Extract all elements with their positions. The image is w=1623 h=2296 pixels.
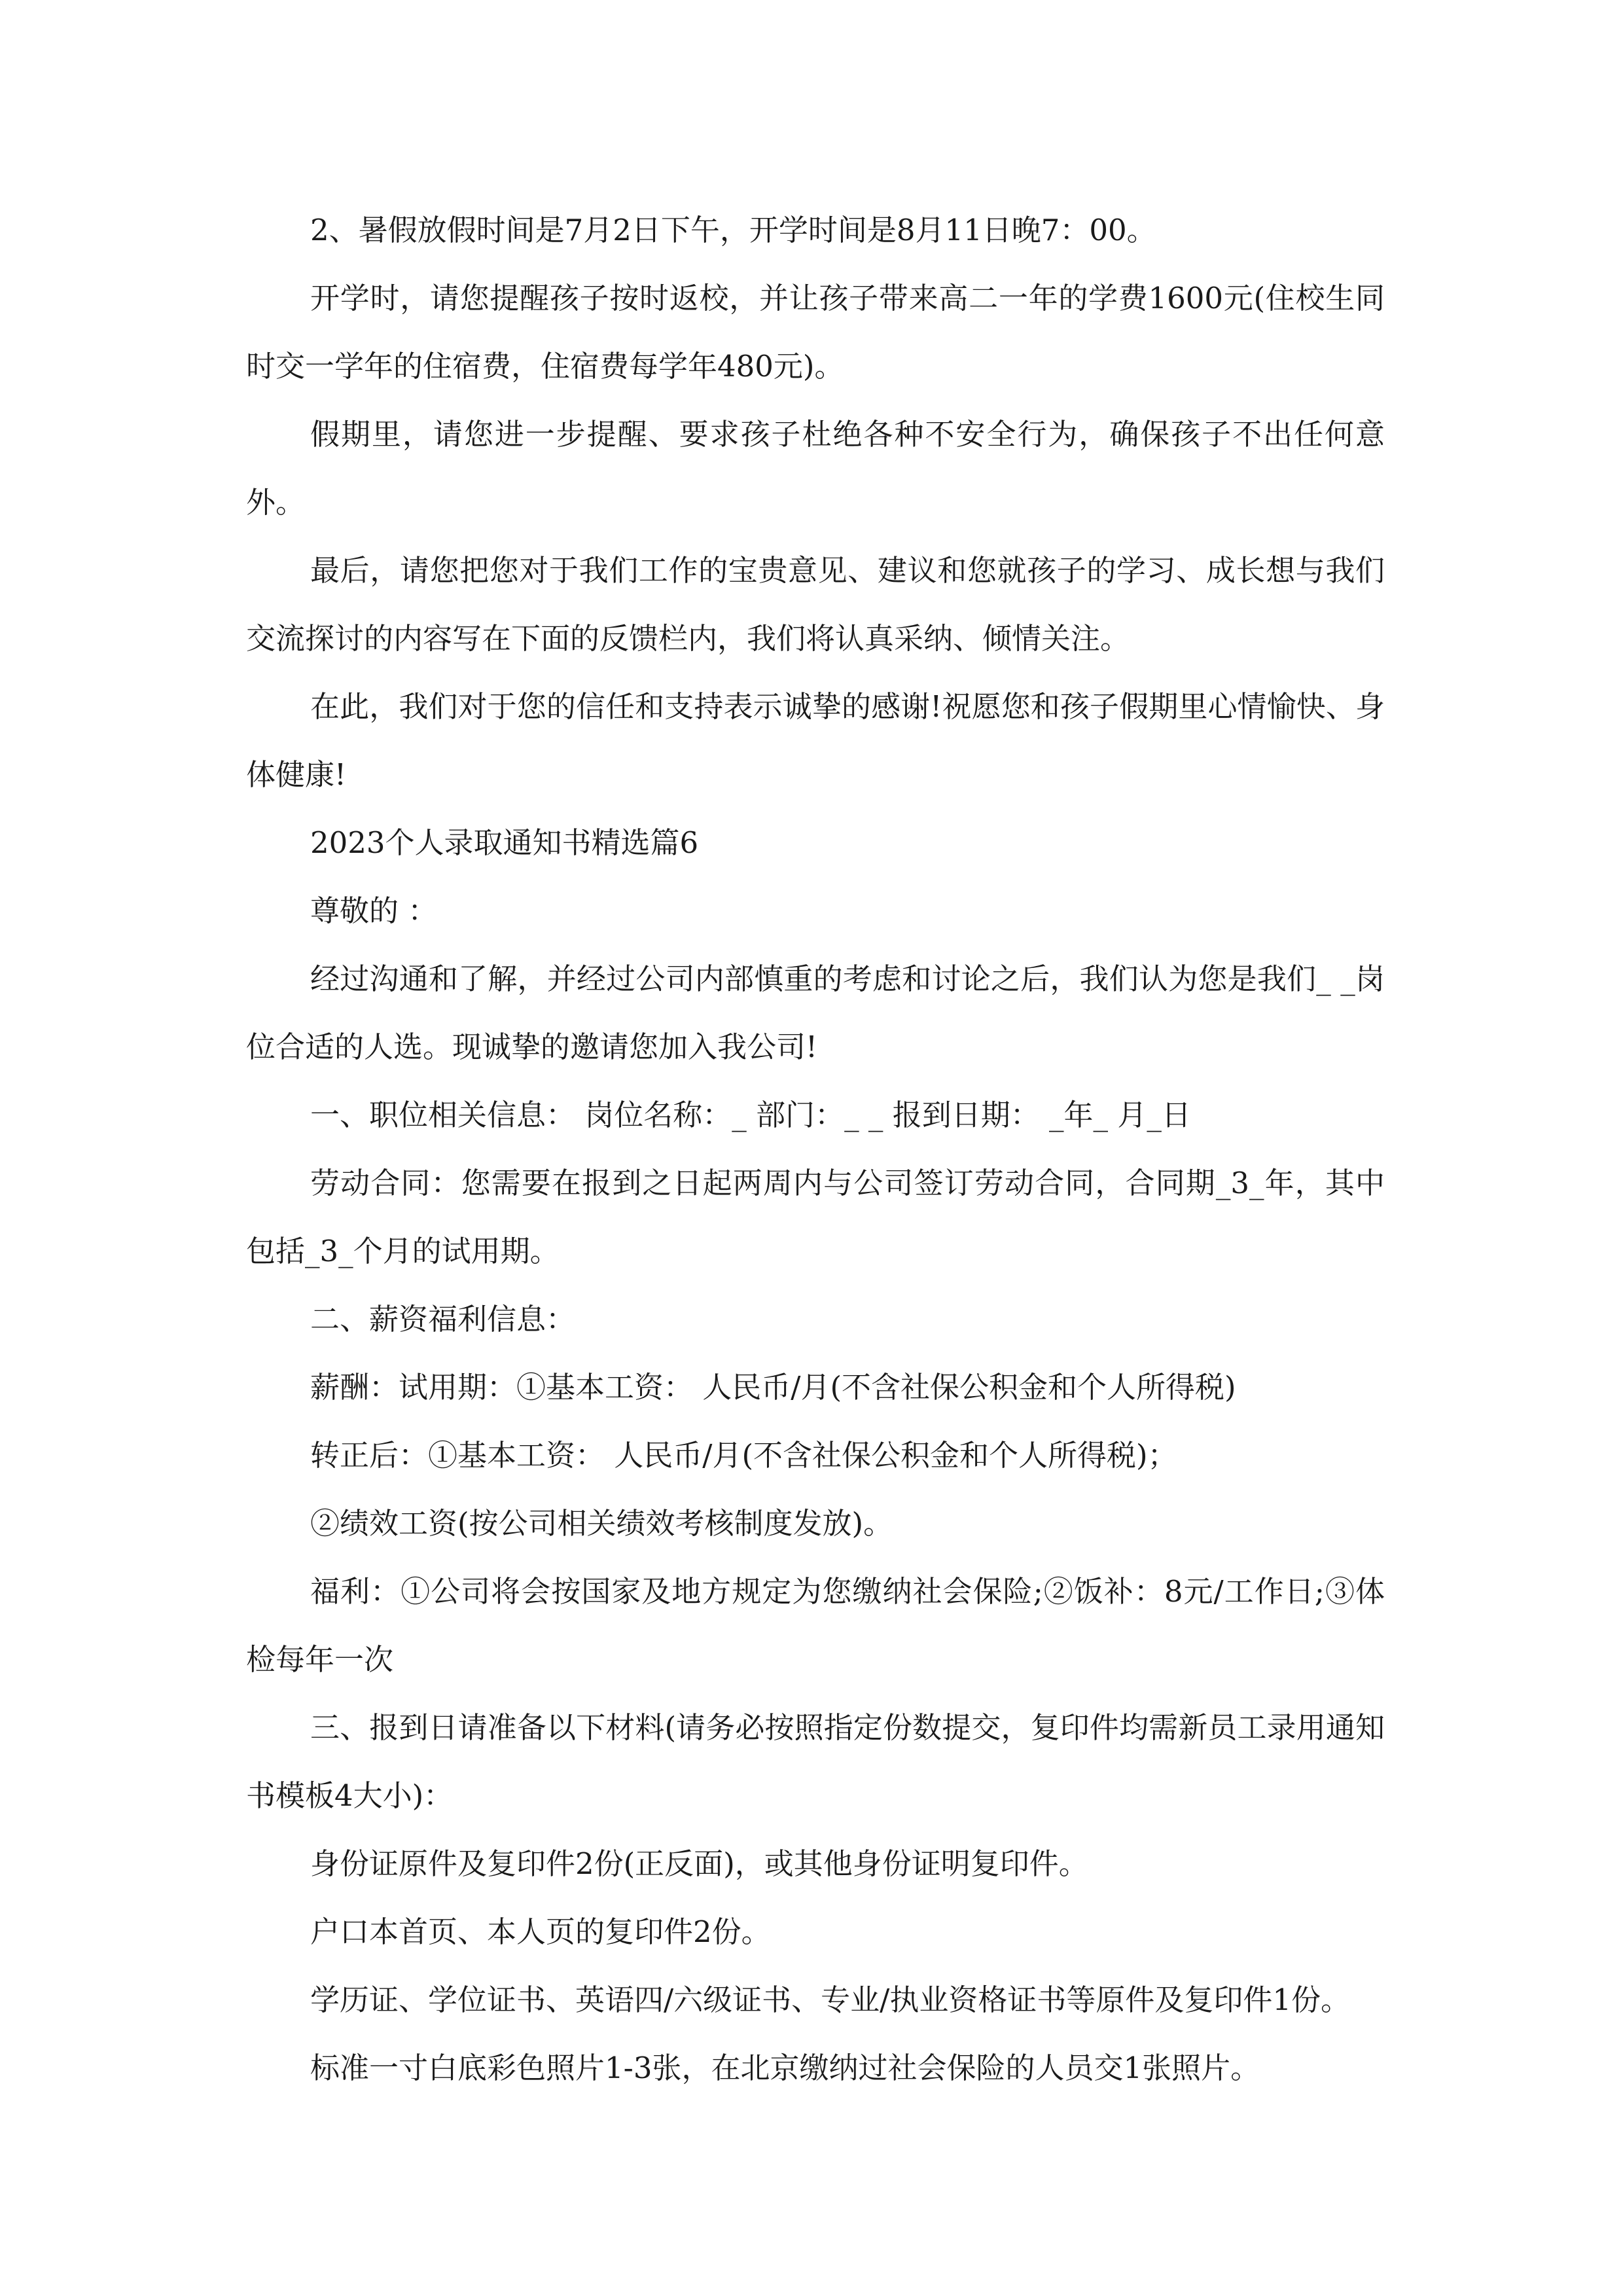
paragraph-regular-salary: 转正后：①基本工资： 人民币/月(不含社保公积金和个人所得税)； (310, 1438, 1177, 1473)
paragraph-salary-heading: 二、薪资福利信息： (310, 1302, 576, 1336)
paragraph-thanks: 在此，我们对于您的信任和支持表示诚挚的感谢!祝愿您和孩子假期里心情愉快、身体健康! (246, 689, 1385, 792)
paragraph-tuition: 开学时，请您提醒孩子按时返校，并让孩子带来高二一年的学费1600元(住校生同时交一学年的住宿费，住宿费每学年480元)。 (246, 281, 1385, 384)
paragraph-photos: 标准一寸白底彩色照片1-3张，在北京缴纳过社会保险的人员交1张照片。 (310, 2051, 1260, 2085)
paragraph-feedback: 最后，请您把您对于我们工作的宝贵意见、建议和您就孩子的学习、成长想与我们交流探讨的内容写在下面的反馈栏内，我们将认真采纳、倾情关注。 (246, 553, 1385, 656)
paragraph-safety: 假期里，请您进一步提醒、要求孩子杜绝各种不安全行为，确保孩子不出任何意外。 (246, 417, 1385, 520)
paragraph-vacation-time: 2、暑假放假时间是7月2日下午，开学时间是8月11日晚7：00。 (310, 213, 1156, 247)
paragraph-benefits: 福利：①公司将会按国家及地方规定为您缴纳社会保险;②饭补：8元/工作日;③体检每年一次 (246, 1574, 1385, 1677)
paragraph-invitation: 经过沟通和了解，并经过公司内部慎重的考虑和讨论之后，我们认为您是我们_ _岗位合适的人选。现诚挚的邀请您加入我公司! (246, 961, 1385, 1064)
paragraph-id-card: 身份证原件及复印件2份(正反面)，或其他身份证明复印件。 (310, 1846, 1088, 1881)
paragraph-household-register: 户口本首页、本人页的复印件2份。 (310, 1914, 771, 1949)
paragraph-certificates: 学历证、学位证书、英语四/六级证书、专业/执业资格证书等原件及复印件1份。 (310, 1982, 1350, 2017)
paragraph-position-info: 一、职位相关信息： 岗位名称：_ 部门：_ _ 报到日期： _年_ 月_日 (310, 1098, 1191, 1132)
paragraph-performance-pay: ②绩效工资(按公司相关绩效考核制度发放)。 (310, 1506, 893, 1541)
paragraph-probation-salary: 薪酬：试用期：①基本工资： 人民币/月(不含社保公积金和个人所得税) (310, 1370, 1236, 1405)
paragraph-materials-heading: 三、报到日请准备以下材料(请务必按照指定份数提交，复印件均需新员工录用通知书模板4大小)： (246, 1710, 1385, 1813)
salutation: 尊敬的 ： (310, 893, 438, 928)
section-heading: 2023个人录取通知书精选篇6 (310, 825, 699, 860)
paragraph-labor-contract: 劳动合同：您需要在报到之日起两周内与公司签订劳动合同，合同期_3_年，其中包括_3_个月的试用期。 (246, 1166, 1385, 1268)
document-body (246, 196, 1385, 2102)
